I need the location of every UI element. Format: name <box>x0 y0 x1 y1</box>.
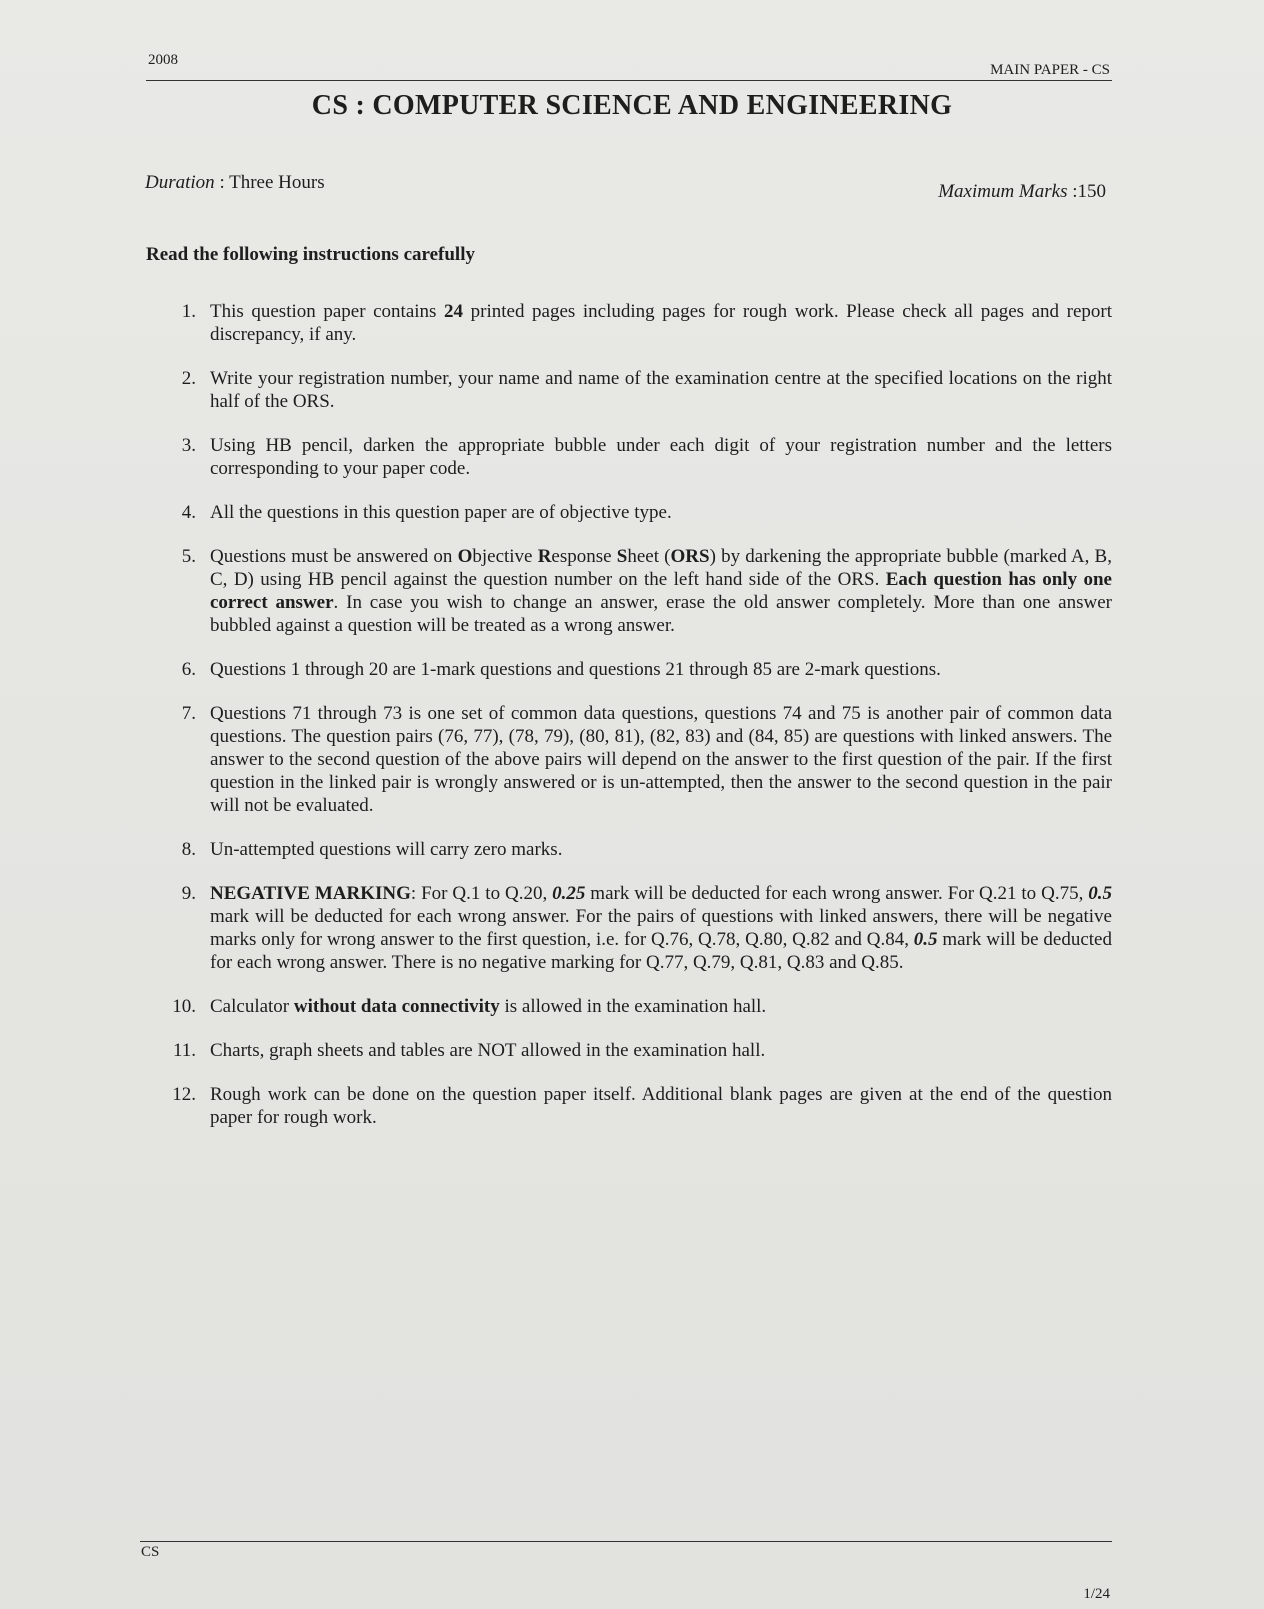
instruction-text <box>210 501 1112 524</box>
emphasis-text: O <box>457 546 473 567</box>
maximum-marks-line <box>938 181 1106 203</box>
text-run: esponse <box>551 546 617 567</box>
header-year: 2008 <box>148 52 178 68</box>
emphasis-text: S <box>616 546 628 567</box>
text-run: Un-attempted questions will carry zero marks. <box>210 839 563 860</box>
instruction-item <box>170 1083 1112 1129</box>
text-run: Questions 71 through 73 is one set of common data questions, questions 74 and 75 is another pair of common data questions. The question pairs (76, 77), (78, 79), (80, 81), (82, 83) and (84, 85) are questions with linked answers. The answer to the second question of the above pairs will depend on the answer to the first question of the pair. If the first question in the linked pair is wrongly answered or is un-attempted, then the answer to the second question in the pair will not be evaluated. <box>210 703 1112 816</box>
emphasis-text: R <box>537 546 552 567</box>
duration-line <box>145 172 325 194</box>
duration-value: : Three Hours <box>214 172 325 193</box>
instruction-text <box>210 995 1112 1018</box>
text-run: : For Q.1 to Q.20, <box>410 883 553 904</box>
text-run: Rough work can be done on the question paper itself. Additional blank pages are given at the end of the question paper for rough work. <box>210 1084 1112 1128</box>
instruction-number: 7. <box>181 703 196 724</box>
text-run: Questions 1 through 20 are 1-mark questions and questions 21 through 85 are 2-mark questions. <box>210 659 941 680</box>
text-run: mark will be deducted for each wrong answer. For Q.21 to Q.75, <box>585 883 1089 904</box>
header-paper-label: MAIN PAPER - CS <box>990 62 1110 78</box>
instruction-number: 4. <box>181 502 196 523</box>
text-run: Write your registration number, your name and name of the examination centre at the specified locations on the right half of the ORS. <box>210 368 1112 412</box>
marks-label: Maximum Marks <box>938 181 1068 202</box>
page-title: CS : COMPUTER SCIENCE AND ENGINEERING <box>311 90 953 121</box>
instruction-text <box>210 838 1112 861</box>
instruction-item <box>170 545 1112 637</box>
instruction-text <box>210 434 1112 480</box>
text-run: Calculator <box>210 996 294 1017</box>
text-run: mark will be deducted for each wrong answer. There is no negative marking for Q.77, Q.79, Q.81, Q.83 and Q.85. <box>210 929 1112 973</box>
instruction-number: 6. <box>181 659 196 680</box>
emphasis-text: 0.25 <box>552 883 586 904</box>
instruction-number: 8. <box>181 839 196 860</box>
instruction-text <box>210 1039 1112 1062</box>
text-run: Charts, graph sheets and tables are NOT allowed in the examination hall. <box>210 1040 766 1061</box>
instruction-item <box>170 658 1112 681</box>
text-run: This question paper contains <box>210 301 445 322</box>
footer-rule <box>140 1541 1112 1542</box>
instruction-item <box>170 882 1112 974</box>
emphasis-text: Each question has only one correct answer <box>210 569 1112 613</box>
instruction-text <box>210 702 1112 817</box>
text-run: mark will be deducted for each wrong answer. For the pairs of questions with linked answers, there will be negative marks only for wrong answer to the first question, i.e. for Q.76, Q.78, Q.80, Q.82 and Q.84, <box>210 906 1112 950</box>
instruction-item <box>170 367 1112 413</box>
text-run: All the questions in this question paper are of objective type. <box>210 502 672 523</box>
instruction-text <box>210 1083 1112 1129</box>
emphasis-text: without data connectivity <box>293 996 500 1017</box>
duration-label: Duration <box>145 172 215 193</box>
instruction-number: 10. <box>172 996 196 1017</box>
text-run: Using HB pencil, darken the appropriate bubble under each digit of your registration number and the letters corresponding to your paper code. <box>210 435 1112 479</box>
emphasis-text: 0.5 <box>913 929 938 950</box>
instruction-item <box>170 501 1112 524</box>
instruction-text <box>210 658 1112 681</box>
instruction-text <box>210 882 1112 974</box>
instruction-item <box>170 1039 1112 1062</box>
instruction-text <box>210 300 1112 346</box>
instruction-number: 11. <box>172 1040 196 1061</box>
text-run: printed pages including pages for rough work. Please check all pages and report discrepancy, if any. <box>210 301 1112 345</box>
instruction-text <box>210 367 1112 413</box>
text-run: heet ( <box>627 546 671 567</box>
emphasis-text: 0.5 <box>1088 883 1112 904</box>
emphasis-text: 24 <box>444 301 464 322</box>
instructions-list <box>170 300 1112 1150</box>
emphasis-text: NEGATIVE MARKING <box>210 883 411 904</box>
instruction-number: 12. <box>172 1084 196 1105</box>
instruction-number: 5. <box>181 546 196 567</box>
marks-value: :150 <box>1067 181 1106 202</box>
instruction-number: 1. <box>181 301 196 322</box>
text-run: Questions must be answered on <box>210 546 458 567</box>
instruction-number: 2. <box>181 368 196 389</box>
instruction-number: 9. <box>181 883 196 904</box>
instruction-item <box>170 300 1112 346</box>
instruction-item <box>170 434 1112 480</box>
instruction-item <box>170 838 1112 861</box>
instruction-number: 3. <box>181 435 196 456</box>
instruction-item <box>170 995 1112 1018</box>
instruction-item <box>170 702 1112 817</box>
text-run: bjective <box>472 546 538 567</box>
text-run: ) by darkening the appropriate bubble (marked A, B, C, D) using HB pencil against the question number on the left hand side of the ORS. <box>210 546 1112 590</box>
footer-paper-code: CS <box>141 1544 160 1560</box>
emphasis-text: ORS <box>670 546 710 567</box>
text-run: . In case you wish to change an answer, erase the old answer completely. More than one answer bubbled against a question will be treated as a wrong answer. <box>210 592 1112 636</box>
header-rule <box>146 80 1112 81</box>
footer-page-number: 1/24 <box>1083 1586 1110 1602</box>
text-run: is allowed in the examination hall. <box>499 996 767 1017</box>
instruction-text <box>210 545 1112 637</box>
instructions-heading: Read the following instructions carefully <box>146 244 475 265</box>
